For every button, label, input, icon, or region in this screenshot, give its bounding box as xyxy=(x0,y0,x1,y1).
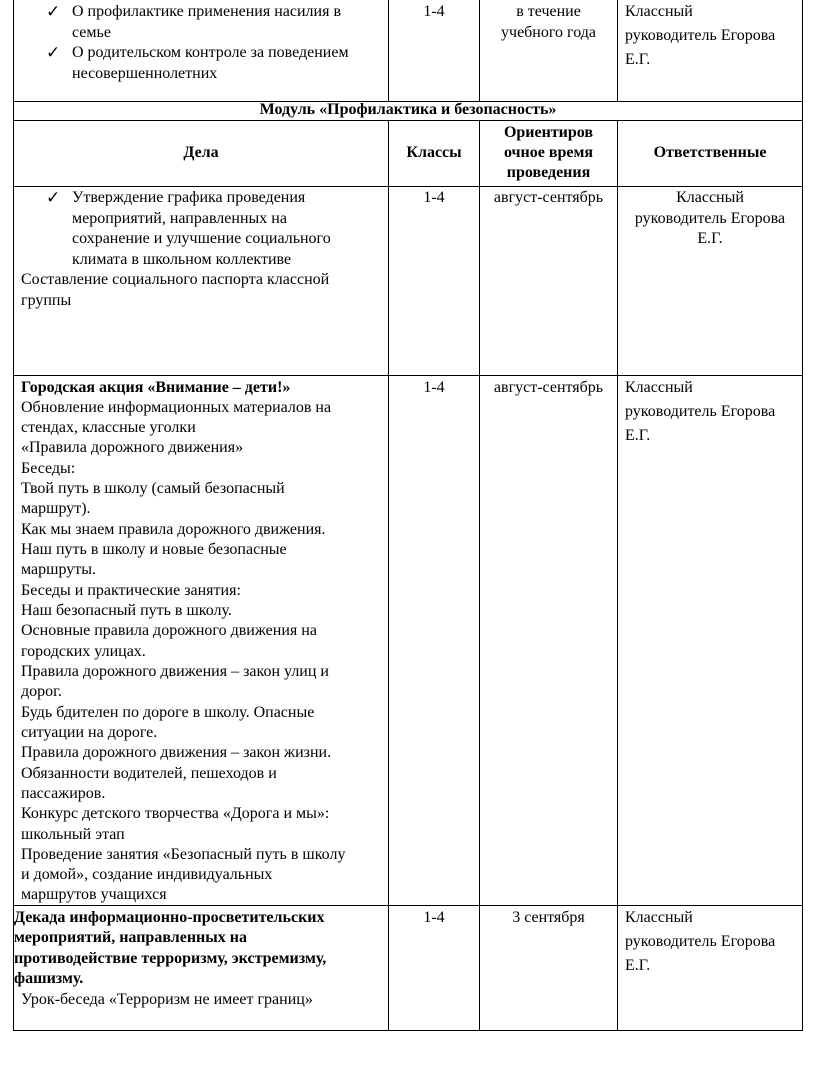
row2-item-line2: мероприятий, направленных на xyxy=(72,210,287,227)
row2-responsible-line3: Е.Г. xyxy=(697,230,723,247)
row2-item-line3: сохранение и улучшение социального xyxy=(72,230,331,247)
row1-time-line1: в течение xyxy=(516,3,581,20)
row2-extra-line2: группы xyxy=(21,292,72,309)
row3-line: маршруты. xyxy=(21,561,96,578)
rule-header-bottom xyxy=(13,186,803,187)
row3-line: стендах, классные уголки xyxy=(21,419,196,436)
row3-line: школьный этап xyxy=(21,826,125,843)
row3-line: Наш путь в школу и новые безопасные xyxy=(21,541,287,558)
row2-responsible-line2: руководитель Егорова xyxy=(634,210,786,227)
row3-line: Твой путь в школу (самый безопасный xyxy=(21,480,285,497)
row1-item2-line2: несовершеннолетних xyxy=(72,65,218,82)
row3-line: Обновление информационных материалов на xyxy=(21,399,332,416)
row3-line: Обязанности водителей, пешеходов и xyxy=(21,765,277,782)
row3-line: «Правила дорожного движения» xyxy=(21,439,244,456)
checkmark-icon: ✓ xyxy=(46,2,61,22)
row3-line: Правила дорожного движения – закон улиц и xyxy=(21,663,329,680)
row1-responsible-line3: Е.Г. xyxy=(625,51,651,68)
header-responsible: Ответственные xyxy=(653,144,767,161)
row1-item1-line2: семье xyxy=(72,24,111,41)
rule-right xyxy=(802,0,803,1031)
row3-line: дорог. xyxy=(21,683,62,700)
row3-line: и домой», создание индивидуальных xyxy=(21,866,273,883)
header-time-line1: Ориентиров xyxy=(503,124,594,141)
row2-extra-line1: Составление социального паспорта классной xyxy=(21,271,330,288)
row3-line: маршрут). xyxy=(21,500,91,517)
header-time-line2: очное время xyxy=(503,144,594,161)
row3-responsible-line2: руководитель Егорова xyxy=(625,403,776,420)
row3-title: Городская акция «Внимание – дети!» xyxy=(21,379,291,396)
row2-classes: 1-4 xyxy=(423,189,445,206)
rule-col2 xyxy=(479,120,480,1031)
row4-lesson: Урок-беседа «Терроризм не имеет границ» xyxy=(21,991,313,1008)
row4-responsible-line2: руководитель Егорова xyxy=(625,933,776,950)
row3-responsible-line1: Классный xyxy=(625,379,693,396)
rule-col1 xyxy=(388,120,389,1031)
row3-line: Правила дорожного движения – закон жизни. xyxy=(21,744,332,761)
row1-item2-line1: О родительском контроле за поведением xyxy=(72,44,349,61)
row3-responsible-line3: Е.Г. xyxy=(625,427,651,444)
row2-time: август-сентябрь xyxy=(493,189,604,206)
row1-responsible-line2: руководитель Егорова xyxy=(625,27,776,44)
row4-responsible-line3: Е.Г. xyxy=(625,957,651,974)
row3-line: Основные правила дорожного движения на xyxy=(21,622,317,639)
row4-time: 3 сентября xyxy=(512,909,585,926)
rule-row2-bottom xyxy=(13,375,803,376)
row4-title-line3: противодействие терроризму, экстремизму, xyxy=(14,950,327,967)
row4-title-line4: фашизму. xyxy=(14,970,84,987)
rule-table-bottom xyxy=(13,1030,803,1031)
row3-time: август-сентябрь xyxy=(493,379,604,396)
row2-item-line4: климата в школьном коллективе xyxy=(72,251,292,268)
row4-title-line1: Декада информационно-просветительских xyxy=(14,909,325,926)
row1-classes: 1-4 xyxy=(423,3,445,20)
row3-line: Как мы знаем правила дорожного движения. xyxy=(21,521,326,538)
row4-classes: 1-4 xyxy=(423,909,445,926)
module-title: Модуль «Профилактика и безопасность» xyxy=(259,101,557,118)
header-classes: Классы xyxy=(406,144,462,161)
row3-line: Беседы и практические занятия: xyxy=(21,582,241,599)
row3-line: Беседы: xyxy=(21,460,76,477)
row4-title-line2: мероприятий, направленных на xyxy=(14,929,247,946)
row3-line: Проведение занятия «Безопасный путь в школу xyxy=(21,846,346,863)
row3-classes: 1-4 xyxy=(423,379,445,396)
checkmark-icon: ✓ xyxy=(46,188,61,208)
row2-responsible-line1: Классный xyxy=(676,189,744,206)
row1-item1-line1: О профилактике применения насилия в xyxy=(72,3,342,20)
row3-line: городских улицах. xyxy=(21,643,146,660)
rule-col3 xyxy=(617,0,618,102)
header-time-line3: проведения xyxy=(506,164,591,181)
row3-line: ситуации на дороге. xyxy=(21,724,158,741)
row3-line: Конкурс детского творчества «Дорога и мы»: xyxy=(21,805,330,822)
row3-line: пассажиров. xyxy=(21,785,106,802)
header-deeds: Дела xyxy=(183,144,219,161)
row3-line: Будь бдителен по дороге в школу. Опасные xyxy=(21,704,315,721)
row2-item-line1: Утверждение графика проведения xyxy=(72,189,306,206)
row1-responsible-line1: Классный xyxy=(625,3,693,20)
row1-time-line2: учебного года xyxy=(501,24,596,41)
checkmark-icon: ✓ xyxy=(46,43,61,63)
row3-line: Наш безопасный путь в школу. xyxy=(21,602,232,619)
row4-responsible-line1: Классный xyxy=(625,909,693,926)
row3-line: маршрутов учащихся xyxy=(21,886,167,903)
rule-col3 xyxy=(617,120,618,1031)
